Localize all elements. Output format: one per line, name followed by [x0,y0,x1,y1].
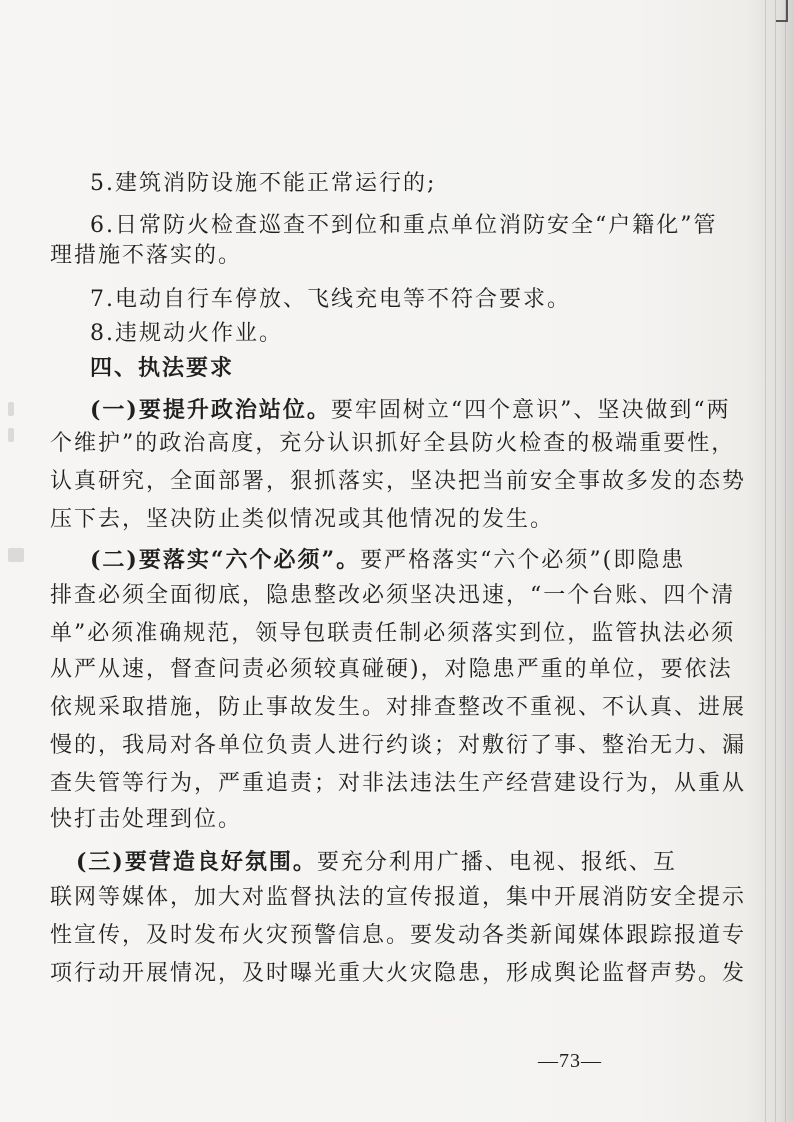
page-number: —73— [538,1050,602,1072]
section-heading: 四、执法要求 [90,355,235,381]
subsection-3-first-line [76,847,677,878]
paragraph-line: 性宣传，及时发布火灾预警信息。要发动各类新闻媒体跟踪报道专 [50,923,747,948]
list-item-6-cont: 理措施不落实的。 [50,243,243,268]
subsection-1-title: (一)要提升政治站位。 [90,397,331,423]
paragraph-line: 排查必须全面彻底，隐患整改必须坚决迅速，“一个台账、四个清 [50,583,736,608]
paragraph-line: 要充分利用广播、电视、报纸、互 [316,850,677,875]
list-item-6: 6.日常防火检查巡查不到位和重点单位消防安全“户籍化”管 [90,213,718,238]
list-item-7: 7.电动自行车停放、飞线充电等不符合要求。 [90,287,571,312]
paragraph-line: 项行动开展情况，及时曝光重大火灾隐患，形成舆论监督声势。发 [50,961,747,986]
paragraph-line: 慢的，我局对各单位负责人进行约谈；对敷衍了事、整治无力、漏 [50,733,747,758]
paragraph-line: 联网等媒体，加大对监督执法的宣传报道，集中开展消防安全提示 [50,885,747,910]
list-item-8: 8.违规动火作业。 [90,321,283,346]
paragraph-line: 压下去，坚决防止类似情况或其他情况的发生。 [50,507,555,532]
subsection-3-title: (三)要营造良好氛围。 [76,849,317,875]
paragraph-line: 个维护”的政治高度，充分认识抓好全县防火检查的极端重要性， [50,431,736,456]
paragraph-line: 查失管等行为，严重追责；对非法违法生产经营建设行为，从重从 [50,771,747,796]
paragraph-line: 认真研究，全面部署，狠抓落实，坚决把当前安全事故多发的态势 [50,469,747,494]
paragraph-line: 快打击处理到位。 [50,807,243,832]
list-item-5: 5.建筑消防设施不能正常运行的; [90,171,437,196]
paragraph-line: 要牢固树立“四个意识”、坚决做到“两 [330,398,731,423]
subsection-2-first-line [90,545,685,576]
subsection-2-title: (二)要落实“六个必须”。 [90,547,361,573]
paragraph-line: 要严格落实“六个必须”(即隐患 [360,548,686,573]
paragraph-line: 单”必须准确规范，领导包联责任制必须落实到位，监管执法必须 [50,621,736,646]
paragraph-line: 从严从速，督查问责必须较真碰硬)，对隐患严重的单位，要依法 [50,657,733,682]
paragraph-line: 依规采取措施，防止事故发生。对排查整改不重视、不认真、进展 [50,695,747,720]
subsection-1-first-line [90,395,731,426]
